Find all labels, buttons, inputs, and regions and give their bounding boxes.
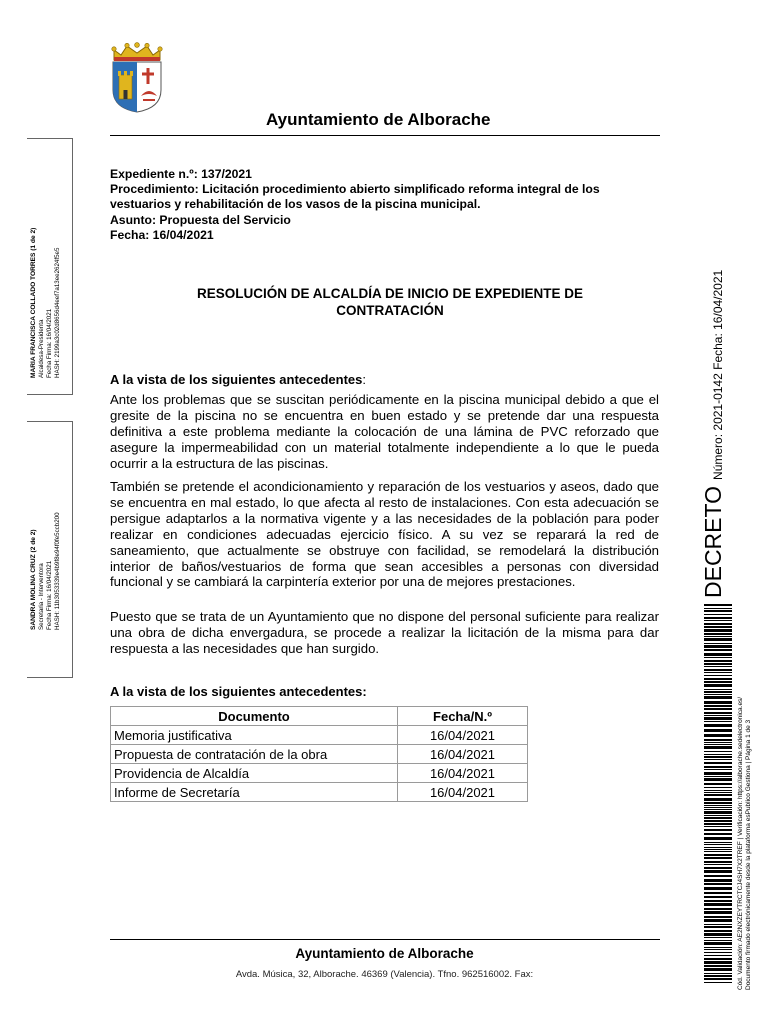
- resolution-title: [140, 286, 640, 319]
- procedimiento-line: Procedimiento: Licitación procedimiento abierto simplificado reforma integral de los: [110, 182, 600, 197]
- signer-1-hash: HASH: 2199a3c02d8656d4eef7a13ee2624f5e5: [54, 247, 61, 378]
- footer-title: Ayuntamiento de Alborache: [295, 946, 474, 961]
- document-date: 16/04/2021: [398, 764, 528, 783]
- signer-1-name: MARIA FRANCISCA COLLADO TORRES (1 de 2): [30, 227, 37, 378]
- coat-of-arms-logo: [108, 42, 166, 114]
- signer-1-date: Fecha Firma: 16/04/2021: [46, 308, 53, 378]
- paragraph-2: También se pretende el acondicionamiento y reparación de los vestuarios y aseos, dado que se encuentra en mal estado, lo que afecta al resto de instalaciones. Con esta adecuación se persigue adaptarlos a la normativa vigente y a las necesidades de la población para poder realizar en condiciones adecuadas ejercicio físico. A su vez se reparará la red de saneamiento, que actualmente se obstruye con facilidad, se remodelará la distribución interior de baños/vestuarios de forma que sean accesibles a personas con diversidad funcional y se cambiará la carpintería exterior por una de mejores prestaciones.: [110, 479, 659, 590]
- signer-2-hash: HASH: 11b3053339e4b9f8e94f0fe5ccb200: [54, 512, 61, 630]
- decreto-number-date: Número: 2021-0142 Fecha: 16/04/2021: [711, 269, 725, 480]
- document-date: 16/04/2021: [398, 745, 528, 764]
- antecedentes-heading: [110, 372, 366, 387]
- documents-heading: A la vista de los siguientes antecedentes:: [110, 684, 367, 699]
- footer-divider: [110, 939, 660, 940]
- verification-code: Cód. Validación: AE2NXZEYTRCTCJ4SH7X2TREF | Verificación: https://alborache.sedelectronica.es/: [737, 696, 744, 990]
- antecedentes-heading-text: A la vista de los siguientes antecedentes: [110, 372, 363, 387]
- verification-platform: Documento firmado electrónicamente desde la plataforma esPublico Gestiona | Página 1 de 3: [745, 719, 752, 990]
- resolution-title-line1: RESOLUCIÓN DE ALCALDÍA DE INICIO DE EXPEDIENTE DE: [196, 286, 584, 301]
- asunto-line: Asunto: Propuesta del Servicio: [110, 212, 291, 227]
- expediente-info: [110, 167, 670, 243]
- decreto-label: DECRETO: [700, 485, 726, 598]
- footer-address: Avda. Música, 32, Alborache. 46369 (Valencia). Tfno. 962516002. Fax:: [235, 969, 534, 980]
- document-name: Memoria justificativa: [111, 726, 398, 745]
- paragraph-1: Ante los problemas que se suscitan periódicamente en la piscina municipal debido a que el gresite de la piscina no se encuentra en buen estado y se pretende dar una respuesta definitiva a este problema mediante la colocación de una lámina de PVC reforzado que asegure la impermeabilidad con un material totalmente independiente a lo que le pueda ocurrir a la estructura de las piscinas.: [110, 392, 659, 471]
- table-row: [111, 783, 528, 802]
- signer-1-role: Alcaldesa-Presidenta: [38, 319, 45, 378]
- signature-1-text: [30, 228, 62, 378]
- expediente-number: Expediente n.º: 137/2021: [110, 167, 252, 181]
- table-row: [111, 764, 528, 783]
- document-name: Propuesta de contratación de la obra: [111, 745, 398, 764]
- column-header-documento: Documento: [111, 707, 398, 726]
- document-date: 16/04/2021: [398, 783, 528, 802]
- header-divider: [110, 135, 660, 136]
- document-name: Providencia de Alcaldía: [111, 764, 398, 783]
- document-name: Informe de Secretaría: [111, 783, 398, 802]
- document-date: 16/04/2021: [398, 726, 528, 745]
- verification-text: [737, 697, 753, 990]
- fecha-line: Fecha: 16/04/2021: [110, 227, 214, 242]
- resolution-title-line2: CONTRATACIÓN: [336, 302, 444, 318]
- table-row: [111, 726, 528, 745]
- barcode: [704, 604, 732, 986]
- decreto-stamp: [700, 270, 727, 598]
- column-header-fecha: Fecha/N.º: [398, 707, 528, 726]
- signer-2-role: Secretaria - Interventora: [38, 563, 45, 630]
- signer-2-date: Fecha Firma: 16/04/2021: [46, 560, 53, 630]
- header-title: Ayuntamiento de Alborache: [266, 110, 491, 129]
- procedimiento-line-cont: vestuarios y rehabilitación de los vasos de la piscina municipal.: [110, 197, 481, 212]
- antecedentes-heading-colon: :: [362, 372, 367, 387]
- documents-table: [110, 706, 528, 802]
- paragraph-3: Puesto que se trata de un Ayuntamiento que no dispone del personal suficiente para realizar una obra de dicha envergadura, se procede a realizar la licitación de la misma para dar respuesta a las necesidades que han surgido.: [110, 609, 659, 656]
- table-row: [111, 745, 528, 764]
- signer-2-name: SANDRA MOLINA CRUZ (2 de 2): [30, 529, 37, 630]
- signature-2-text: [30, 512, 62, 630]
- table-header-row: [111, 707, 528, 726]
